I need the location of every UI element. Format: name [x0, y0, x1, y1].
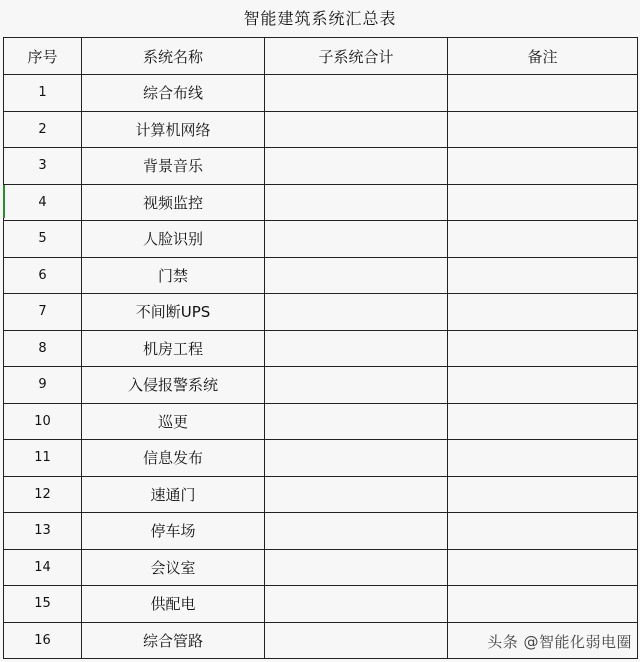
cell-index[interactable]: 8: [4, 330, 82, 367]
cell-subsystem-total[interactable]: [265, 403, 448, 440]
cell-system-name[interactable]: 综合管路: [82, 622, 265, 659]
cell-subsystem-total[interactable]: [265, 440, 448, 477]
cell-remarks[interactable]: [448, 184, 638, 221]
cell-system-name[interactable]: 视频监控: [82, 184, 265, 221]
table-row: [4, 586, 638, 623]
cell-system-name[interactable]: 人脸识别: [82, 221, 265, 258]
table-row: [4, 367, 638, 404]
cell-remarks[interactable]: [448, 294, 638, 331]
cell-remarks[interactable]: [448, 111, 638, 148]
cell-index[interactable]: 1: [4, 75, 82, 112]
cell-system-name[interactable]: 速通门: [82, 476, 265, 513]
cell-subsystem-total[interactable]: [265, 148, 448, 185]
cell-index[interactable]: 2: [4, 111, 82, 148]
cell-system-name[interactable]: 会议室: [82, 549, 265, 586]
cell-system-name[interactable]: 计算机网络: [82, 111, 265, 148]
table-row: [4, 75, 638, 112]
cell-subsystem-total[interactable]: [265, 257, 448, 294]
cell-subsystem-total[interactable]: [265, 367, 448, 404]
cell-system-name[interactable]: 停车场: [82, 513, 265, 550]
table-row: [4, 221, 638, 258]
cell-index[interactable]: 10: [4, 403, 82, 440]
cell-subsystem-total[interactable]: [265, 221, 448, 258]
cell-system-name[interactable]: 入侵报警系统: [82, 367, 265, 404]
cell-remarks[interactable]: [448, 75, 638, 112]
cell-system-name[interactable]: 综合布线: [82, 75, 265, 112]
cell-index[interactable]: 11: [4, 440, 82, 477]
table-row: [4, 330, 638, 367]
table-row: [4, 440, 638, 477]
cell-subsystem-total[interactable]: [265, 294, 448, 331]
cell-subsystem-total[interactable]: [265, 622, 448, 659]
table-row: [4, 294, 638, 331]
cell-subsystem-total[interactable]: [265, 184, 448, 221]
cell-system-name[interactable]: 背景音乐: [82, 148, 265, 185]
table-row: [4, 257, 638, 294]
cell-index[interactable]: 14: [4, 549, 82, 586]
table-row: [4, 148, 638, 185]
cell-remarks[interactable]: [448, 330, 638, 367]
cell-remarks[interactable]: [448, 549, 638, 586]
cell-index[interactable]: 7: [4, 294, 82, 331]
cell-remarks[interactable]: [448, 586, 638, 623]
cell-subsystem-total[interactable]: [265, 476, 448, 513]
table-title: 智能建筑系统汇总表: [243, 9, 397, 28]
cell-system-name[interactable]: 信息发布: [82, 440, 265, 477]
cell-index[interactable]: 5: [4, 221, 82, 258]
cell-index[interactable]: 6: [4, 257, 82, 294]
cell-subsystem-total[interactable]: [265, 111, 448, 148]
cell-index[interactable]: 12: [4, 476, 82, 513]
table-row: [4, 111, 638, 148]
table-row: [4, 476, 638, 513]
cell-subsystem-total[interactable]: [265, 586, 448, 623]
cell-remarks[interactable]: [448, 257, 638, 294]
cell-remarks[interactable]: [448, 221, 638, 258]
cell-remarks[interactable]: [448, 367, 638, 404]
cell-system-name[interactable]: 门禁: [82, 257, 265, 294]
cell-index[interactable]: 13: [4, 513, 82, 550]
cell-remarks[interactable]: [448, 403, 638, 440]
cell-index[interactable]: 15: [4, 586, 82, 623]
cell-subsystem-total[interactable]: [265, 513, 448, 550]
table-row: [4, 549, 638, 586]
header-cell-index[interactable]: 序号: [4, 38, 82, 75]
watermark: 头条 @智能化弱电圈: [487, 633, 632, 651]
cell-remarks[interactable]: [448, 476, 638, 513]
cell-index[interactable]: 3: [4, 148, 82, 185]
cell-system-name[interactable]: 供配电: [82, 586, 265, 623]
table-row: [4, 184, 638, 221]
cell-subsystem-total[interactable]: [265, 549, 448, 586]
cell-remarks[interactable]: [448, 513, 638, 550]
cell-system-name[interactable]: 巡更: [82, 403, 265, 440]
cell-index[interactable]: 9: [4, 367, 82, 404]
header-row: [4, 38, 638, 75]
summary-table: [3, 37, 638, 659]
cell-index[interactable]: 16: [4, 622, 82, 659]
header-cell-system-name[interactable]: 系统名称: [82, 38, 265, 75]
cell-remarks[interactable]: [448, 148, 638, 185]
cell-system-name[interactable]: 不间断UPS: [82, 294, 265, 331]
table-row: [4, 513, 638, 550]
cell-subsystem-total[interactable]: [265, 75, 448, 112]
table-row: [4, 403, 638, 440]
cell-subsystem-total[interactable]: [265, 330, 448, 367]
selection-marker: [3, 185, 5, 218]
header-cell-remarks[interactable]: 备注: [448, 38, 638, 75]
cell-system-name[interactable]: 机房工程: [82, 330, 265, 367]
cell-index[interactable]: 4: [4, 184, 82, 221]
cell-remarks[interactable]: [448, 440, 638, 477]
header-cell-subsystem-total[interactable]: 子系统合计: [265, 38, 448, 75]
